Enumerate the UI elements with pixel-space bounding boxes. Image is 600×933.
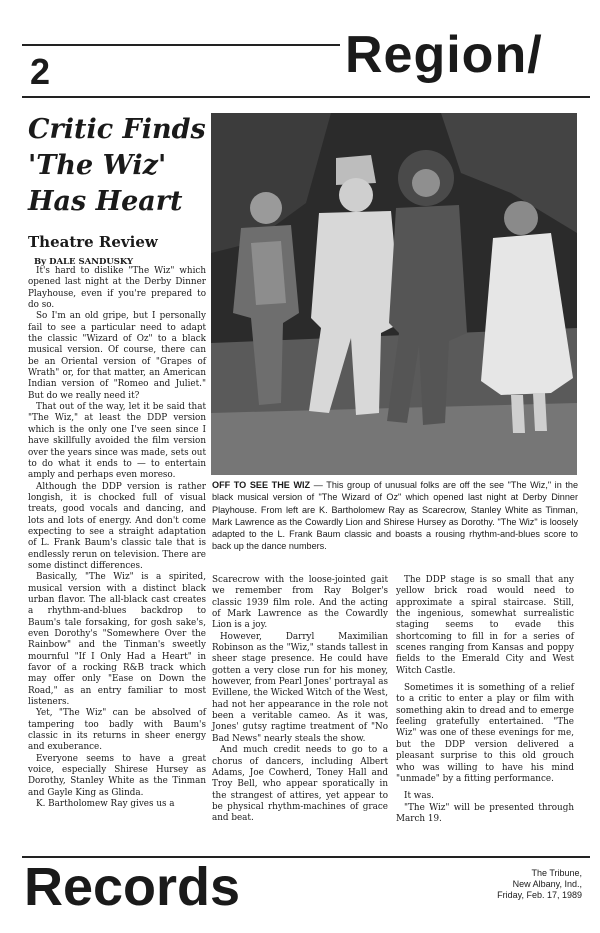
paragraph: Yet, "The Wiz" can be absolved of tampering too badly with Baum's classic in its returns in sheer energy and exuberance. — [28, 708, 206, 753]
source-info — [440, 868, 582, 901]
paragraph: "The Wiz" will be presented through March 19. — [396, 802, 574, 824]
photo-figures — [211, 113, 577, 475]
byline: By DALE SANDUSKY — [34, 257, 134, 267]
source-line: Friday, Feb. 17, 1989 — [497, 890, 582, 900]
source-line: The Tribune, — [531, 868, 582, 878]
paragraph: K. Bartholomew Ray gives us a — [36, 799, 175, 810]
subhead: Theatre Review — [28, 233, 158, 251]
paragraph: Basically, "The Wiz" is a spirited, musical version with a distinct black urban flavor. The all-black cast creates a rhythm-and-blues backdrop to Baum's tale forsaking, for gosh sake's, even Dorothy's "Somewhere Over the Rainbow" and the Tinman's sweetly mournful "If I Only Had a Heart" in favor of a rocking R&B track which may offer only "Ease on Down the Road," as an entry familiar to most listeners. — [28, 572, 206, 708]
cast-photo — [211, 113, 577, 475]
paragraph: However, Darryl Maximilian Robinson as the "Wiz," stands tallest in sheer stage presence. He could have gotten a very close run for his money, however, from Pearl Jones' portrayal as Evillene, the Wicked Witch of the West, had not her appearance in the role not been a veritable cameo. As it was, Jones' gutsy ragtime treatment of "No Bad News" nearly steals the show. — [212, 631, 388, 744]
article-column-3 — [396, 575, 574, 825]
paragraph: And much credit needs to go to a chorus of dancers, including Albert Adams, Joe Cowherd, Toney Hall and Troy Bell, who appear sporatically in the strangest of attires, yet appear to be physical rhythm-machines of grace and beat. — [212, 745, 388, 824]
paragraph: So I'm an old gripe, but I personally fail to see a particular need to adapt the classic "Wizard of Oz" to a black musical version. Of course, there can be an Oriental version of "Grapes of Wrath" or, for that matter, an American Indian version of "Romeo and Juliet." But do we really need it? — [28, 311, 206, 401]
section-title: Region/ — [345, 26, 543, 84]
headline: Critic Finds 'The Wiz' Has Heart — [28, 114, 206, 217]
photo-caption — [212, 479, 578, 553]
paragraph: Although the DDP version is rather longish, it is chocked full of visual treats, good vocals and dancing, and lots and lots of energy. And don't come expecting to see a straight adaptation of L. Frank Baum's classic tale that is endlessly rerun on television. There are some distinct differences. — [28, 481, 206, 571]
footer-section-title: Records — [24, 857, 241, 917]
source-line: New Albany, Ind., — [512, 879, 582, 889]
page-number: 2 — [30, 51, 51, 92]
paragraph: Everyone seems to have a great voice, especially Shirese Hursey as Dorothy, Stanley White as the Tinman and Gayle King as Glinda. — [28, 753, 206, 798]
caption-text: — This group of unusual folks are off the see "The Wiz," in the black musical version of "The Wizard of Oz" which opened last night at Derby Dinner Playhouse. From left are K. Bartholomew Ray as Scarecrow, Stanley White as Tinman, Mark Lawrence as the Cowardly Lion and Shirese Hursey as Dorothy. "The Wiz" is loosely adapted to the L. Frank Baum classic and boasts a rousing rhythm-and-blues score to back up the dance numbers. — [212, 480, 578, 552]
article-column-1 — [28, 266, 206, 811]
caption-label: OFF TO SEE THE WIZ — [212, 480, 311, 490]
paragraph: It was. — [404, 791, 434, 802]
paragraph: That out of the way, let it be said that "The Wiz," at least the DDP version which is the only one I've seen since I have skillfully avoided the film version over the years since was made, sets out to do what it ends to — to entertain amply and perhaps even moreso. — [28, 402, 206, 481]
paragraph: It's hard to dislike "The Wiz" which opened last night at the Derby Dinner Playhouse, even if you're prepared to do so. — [28, 266, 206, 311]
article-column-2 — [212, 575, 388, 825]
top-rule — [22, 44, 340, 46]
paragraph: Scarecrow with the loose-jointed gait we remember from Ray Bolger's classic 1939 film role. And the acting of Mark Lawrence as the Cowardly Lion is a joy. — [212, 575, 388, 631]
paragraph: The DDP stage is so small that any yellow brick road would need to approximate a spiral staircase. Still, the ingenious, somewhat surrealistic staging seems to evade this shortcoming to fill in for a series of scenes ranging from Kansas and poppy fields to the Emerald City and West Witch Castle. — [396, 575, 574, 676]
header-rule — [22, 96, 590, 98]
paragraph: Sometimes it is something of a relief to a critic to enter a play or film with something akin to dread and to emerge feeling gratefully entertained. "The Wiz" was one of these evenings for me, but the DDP version delivered a pleasant surprise to this old grouch who was willing to have his mind "unmade" by a fitting performance. — [396, 683, 574, 784]
